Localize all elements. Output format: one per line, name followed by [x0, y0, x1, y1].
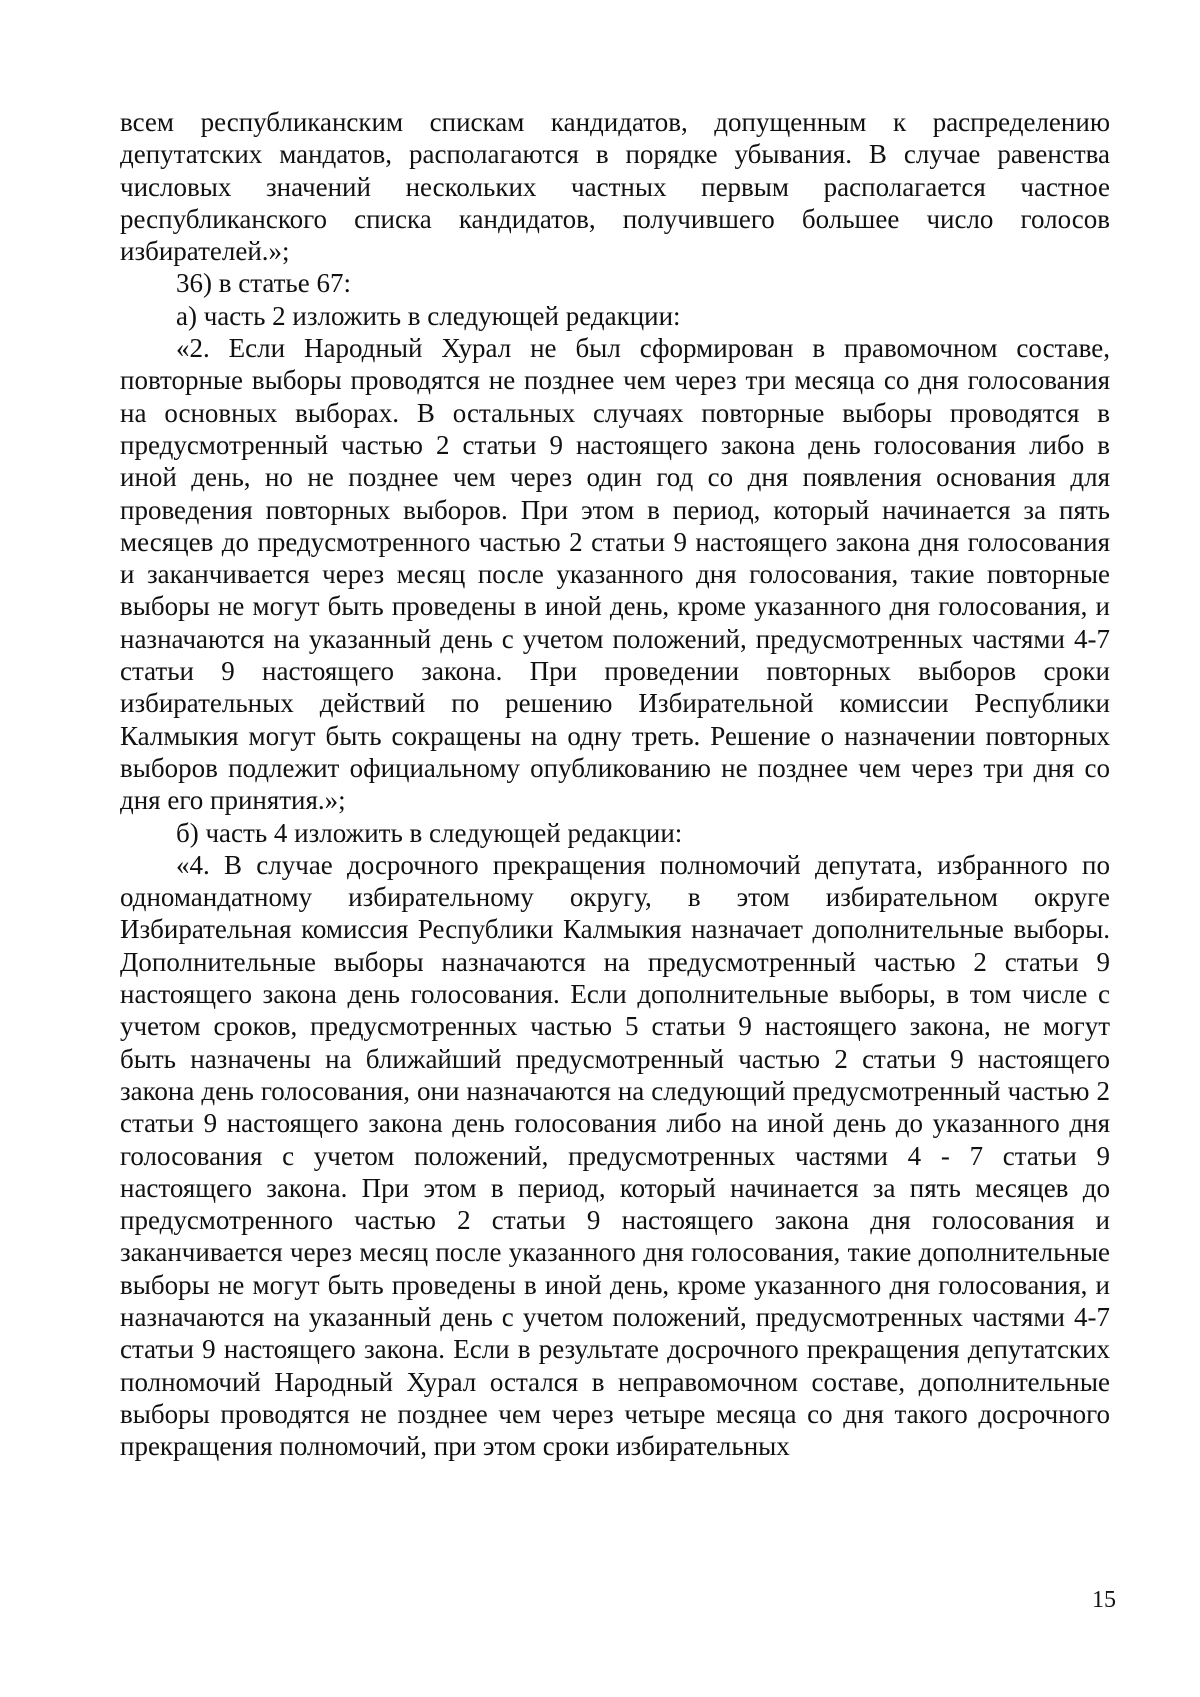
paragraph-continuation: всем республиканским спискам кандидатов, допущенным к распределению депутатских мандатов, располагаются в порядке убывания. В случае равенства числовых значений нескольких частных первым располагается частное республиканского списка кандидатов, получившего большее число голосов избирателей.»;: [120, 107, 1110, 267]
paragraph-part-4-text: «4. В случае досрочного прекращения полномочий депутата, избранного по одномандатному избирательному округу, в этом избирательном округе Избирательная комиссия Республики Калмыкия назначает дополнительные выборы. Дополнительные выборы назначаются на предусмотренный частью 2 статьи 9 настоящего закона день голосования. Если дополнительные выборы, в том числе с учетом сроков, предусмотренных частью 5 статьи 9 настоящего закона, не могут быть назначены на ближайший предусмотренный частью 2 статьи 9 настоящего закона день голосования, они назначаются на следующий предусмотренный частью 2 статьи 9 настоящего закона день голосования либо на иной день до указанного дня голосования с учетом положений, предусмотренных частями 4 - 7 статьи 9 настоящего закона. При этом в период, который начинается за пять месяцев до предусмотренного частью 2 статьи 9 настоящего закона дня голосования и заканчивается через месяц после указанного дня голосования, такие дополнительные выборы не могут быть проведены в иной день, кроме указанного дня голосования, и назначаются на указанный день с учетом положений, предусмотренных частями 4-7 статьи 9 настоящего закона. Если в результате досрочного прекращения депутатских полномочий Народный Хурал остался в неправомочном составе, дополнительные выборы проводятся не позднее чем через четыре месяца со дня такого досрочного прекращения полномочий, при этом сроки избирательных: [120, 849, 1110, 1462]
paragraph-subitem-a: а) часть 2 изложить в следующей редакции:: [176, 300, 681, 331]
page-number: 15: [1092, 1587, 1116, 1613]
paragraph-subitem-b: б) часть 4 изложить в следующей редакции:: [176, 817, 683, 848]
document-body: [120, 106, 1110, 1462]
paragraph-part-2-text: «2. Если Народный Хурал не был сформирован в правомочном составе, повторные выборы проводятся не позднее чем через три месяца со дня голосования на основных выборах. В остальных случаях повторные выборы проводятся в предусмотренный частью 2 статьи 9 настоящего закона день голосования либо в иной день, но не позднее чем через один год со дня появления основания для проведения повторных выборов. При этом в период, который начинается за пять месяцев до предусмотренного частью 2 статьи 9 настоящего закона дня голосования и заканчивается через месяц после указанного дня голосования, такие повторные выборы не могут быть проведены в иной день, кроме указанного дня голосования, и назначаются на указанный день с учетом положений, предусмотренных частями 4-7 статьи 9 настоящего закона. При проведении повторных выборов сроки избирательных действий по решению Избирательной комиссии Республики Калмыкия могут быть сокращены на одну треть. Решение о назначении повторных выборов подлежит официальному опубликованию не позднее чем через три дня со дня его принятия.»;: [120, 333, 1110, 816]
paragraph-item-36: 36) в статье 67:: [176, 268, 351, 299]
